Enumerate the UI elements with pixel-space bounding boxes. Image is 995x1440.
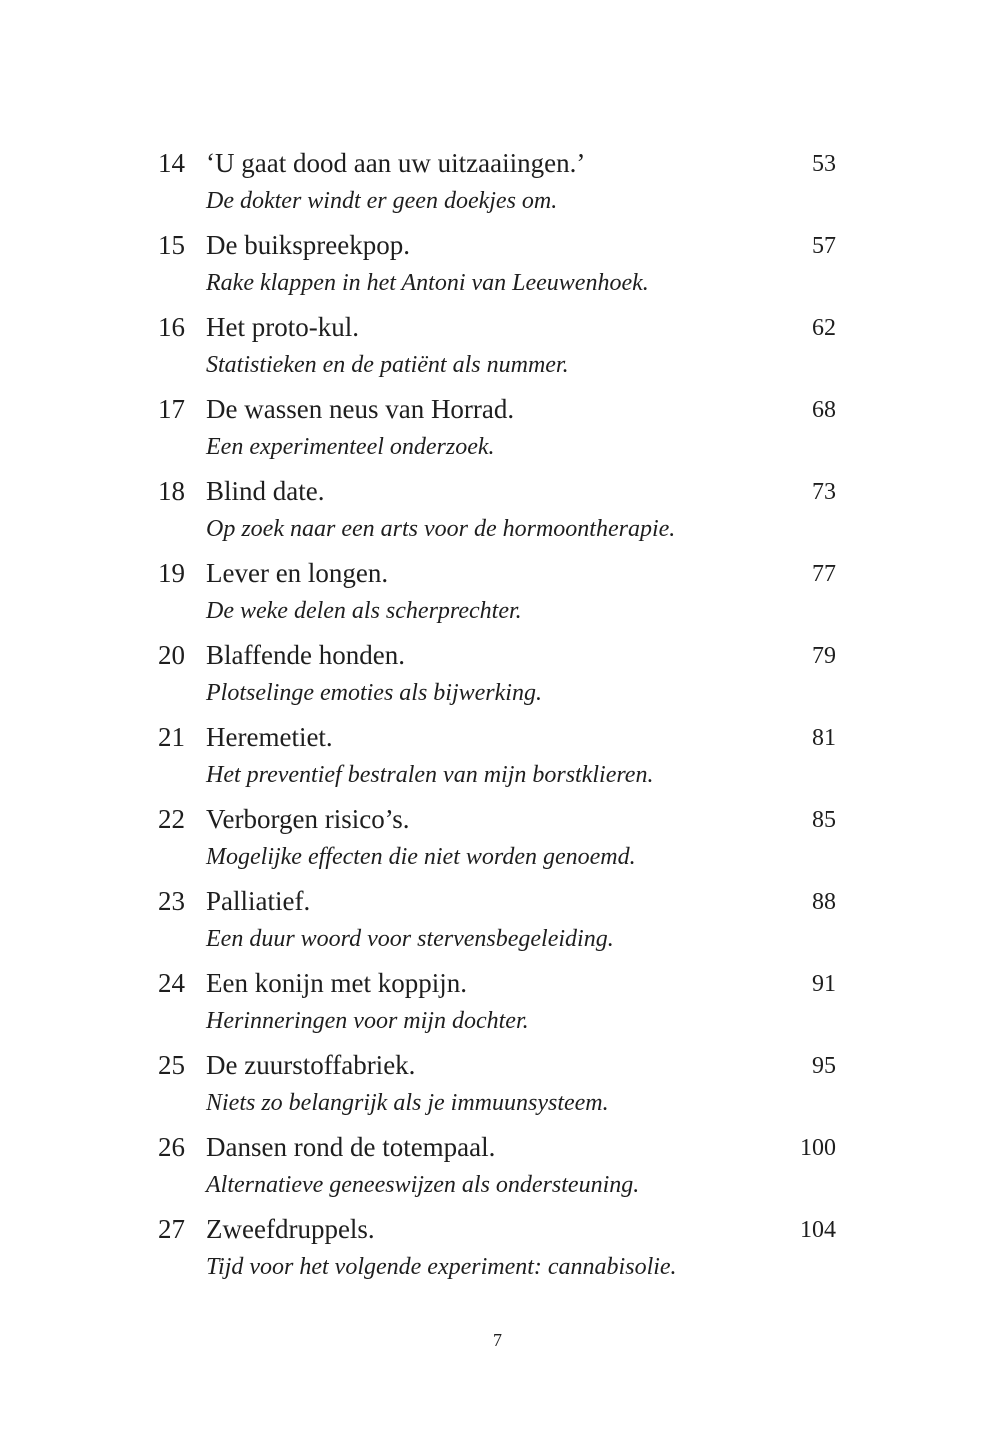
toc-entry-heading: [158, 550, 838, 596]
chapter-subtitle: Mogelijke effecten die niet worden genoemd.: [206, 844, 636, 870]
toc-entry-heading: [158, 304, 838, 350]
chapter-subtitle: Tijd voor het volgende experiment: cannabisolie.: [206, 1254, 677, 1280]
chapter-page-number: 95: [812, 1053, 836, 1079]
chapter-subtitle: Herinneringen voor mijn dochter.: [206, 1008, 529, 1034]
chapter-number: 17: [158, 394, 185, 424]
toc-entry: [158, 222, 838, 304]
chapter-page-number: 62: [812, 315, 836, 341]
chapter-subtitle: De dokter windt er geen doekjes om.: [206, 188, 558, 214]
chapter-title: ‘U gaat dood aan uw uitzaaiingen.’: [206, 148, 586, 178]
chapter-title: Het proto-kul.: [206, 312, 359, 342]
chapter-subtitle: Rake klappen in het Antoni van Leeuwenhoek.: [206, 270, 649, 296]
chapter-subtitle: Niets zo belangrijk als je immuunsysteem.: [206, 1090, 609, 1116]
toc-entry-heading: [158, 222, 838, 268]
chapter-number: 16: [158, 312, 185, 342]
toc-entry: [158, 960, 838, 1042]
chapter-number: 21: [158, 722, 185, 752]
chapter-number: 26: [158, 1132, 185, 1162]
chapter-title: Blind date.: [206, 476, 325, 506]
chapter-number: 23: [158, 886, 185, 916]
toc-entry: [158, 878, 838, 960]
chapter-title: De zuurstoffabriek.: [206, 1050, 416, 1080]
chapter-page-number: 77: [812, 561, 836, 587]
chapter-subtitle: Op zoek naar een arts voor de hormoontherapie.: [206, 516, 676, 542]
toc-entry-heading: [158, 468, 838, 514]
chapter-number: 15: [158, 230, 185, 260]
chapter-subtitle: De weke delen als scherprechter.: [206, 598, 522, 624]
chapter-number: 25: [158, 1050, 185, 1080]
chapter-number: 18: [158, 476, 185, 506]
toc-entry-heading: [158, 140, 838, 186]
toc-entry: [158, 468, 838, 550]
toc-entry-heading: [158, 714, 838, 760]
chapter-subtitle: Plotselinge emoties als bijwerking.: [206, 680, 542, 706]
chapter-title: Lever en longen.: [206, 558, 389, 588]
toc-entry-heading: [158, 386, 838, 432]
chapter-number: 24: [158, 968, 185, 998]
chapter-title: Dansen rond de totempaal.: [206, 1132, 496, 1162]
chapter-title: Zweefdruppels.: [206, 1214, 375, 1244]
chapter-page-number: 81: [812, 725, 836, 751]
toc-entry: [158, 304, 838, 386]
chapter-page-number: 57: [812, 233, 836, 259]
chapter-title: Heremetiet.: [206, 722, 333, 752]
chapter-title: Verborgen risico’s.: [206, 804, 410, 834]
chapter-title: Blaffende honden.: [206, 640, 405, 670]
chapter-subtitle: Een experimenteel onderzoek.: [206, 434, 495, 460]
chapter-page-number: 79: [812, 643, 836, 669]
chapter-number: 20: [158, 640, 185, 670]
chapter-number: 19: [158, 558, 185, 588]
chapter-page-number: 100: [800, 1135, 836, 1161]
toc-entry: [158, 386, 838, 468]
chapter-page-number: 68: [812, 397, 836, 423]
chapter-number: 22: [158, 804, 185, 834]
toc-entry-heading: [158, 878, 838, 924]
chapter-page-number: 53: [812, 151, 836, 177]
chapter-number: 14: [158, 148, 185, 178]
chapter-subtitle: Statistieken en de patiënt als nummer.: [206, 352, 569, 378]
chapter-number: 27: [158, 1214, 185, 1244]
chapter-subtitle: Alternatieve geneeswijzen als ondersteuning.: [206, 1172, 640, 1198]
toc-entry-heading: [158, 632, 838, 678]
page-number: 7: [493, 1330, 502, 1350]
chapter-page-number: 91: [812, 971, 836, 997]
chapter-page-number: 104: [800, 1217, 836, 1243]
toc-entry-heading: [158, 1124, 838, 1170]
chapter-title: De wassen neus van Horrad.: [206, 394, 515, 424]
toc-entry: [158, 1206, 838, 1288]
toc-entry: [158, 1124, 838, 1206]
chapter-title: De buikspreekpop.: [206, 230, 410, 260]
chapter-title: Palliatief.: [206, 886, 311, 916]
chapter-page-number: 85: [812, 807, 836, 833]
toc-entry: [158, 796, 838, 878]
chapter-subtitle: Een duur woord voor stervensbegeleiding.: [206, 926, 614, 952]
toc-entry: [158, 632, 838, 714]
chapter-page-number: 73: [812, 479, 836, 505]
toc-entry-heading: [158, 1042, 838, 1088]
toc-entry-heading: [158, 960, 838, 1006]
chapter-subtitle: Het preventief bestralen van mijn borstklieren.: [206, 762, 654, 788]
toc-entry-heading: [158, 796, 838, 842]
toc-entry: [158, 550, 838, 632]
toc-entry: [158, 714, 838, 796]
chapter-page-number: 88: [812, 889, 836, 915]
table-of-contents: [158, 140, 838, 1288]
toc-entry: [158, 1042, 838, 1124]
toc-entry: [158, 140, 838, 222]
toc-entry-heading: [158, 1206, 838, 1252]
chapter-title: Een konijn met koppijn.: [206, 968, 467, 998]
